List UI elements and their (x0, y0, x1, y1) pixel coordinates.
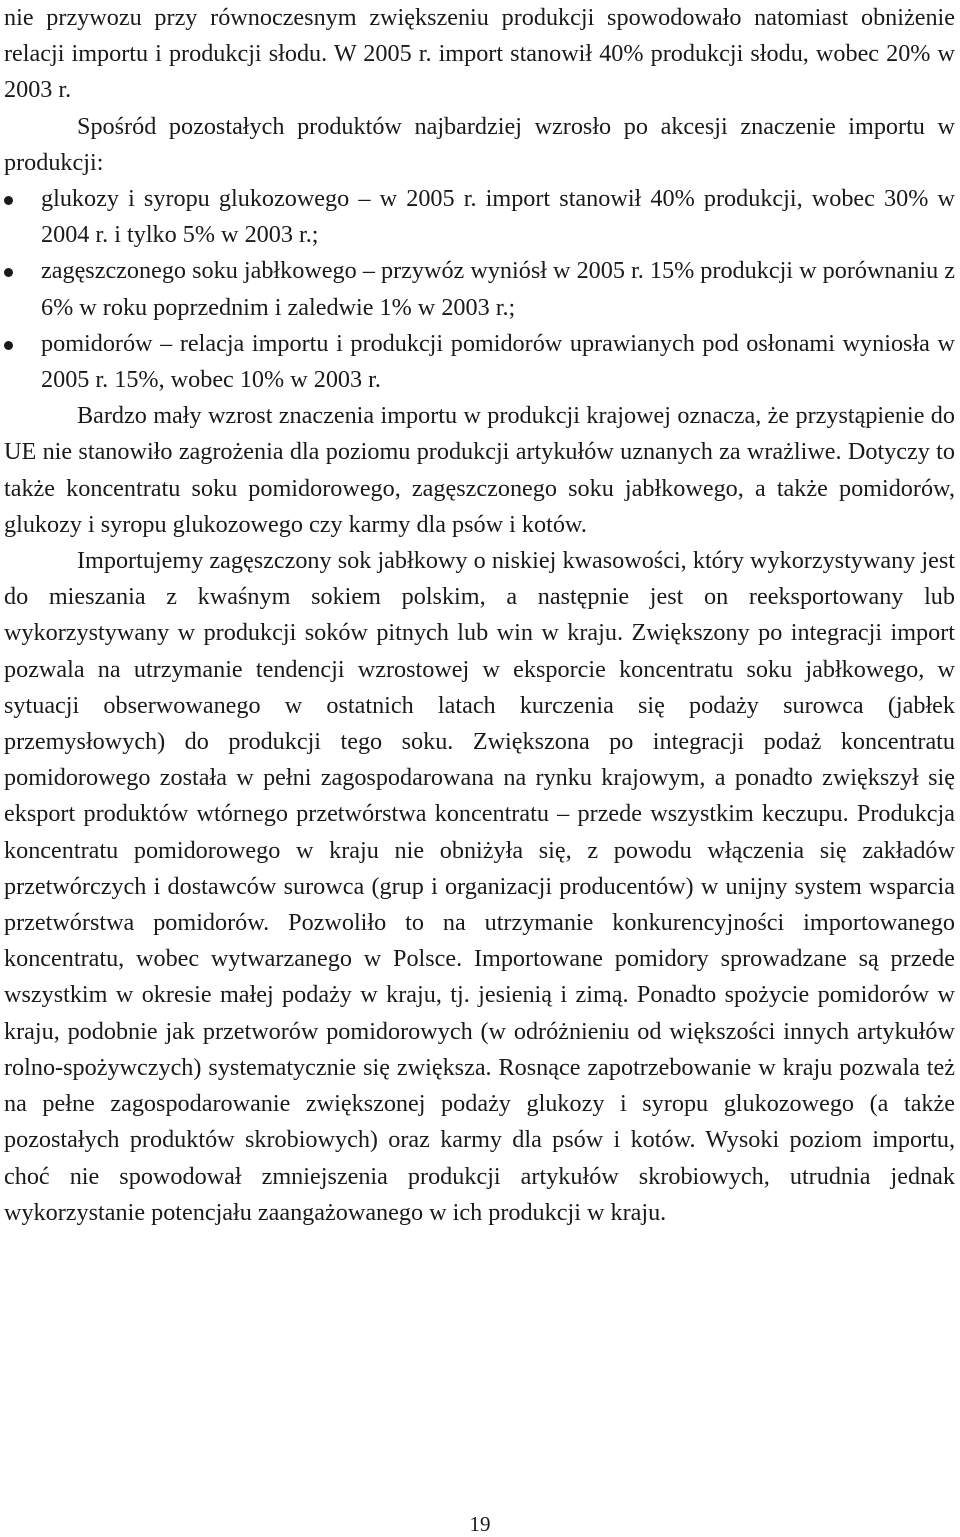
bullet-item-pomidory (4, 326, 955, 398)
page-number: 19 (469, 1512, 491, 1536)
paragraph-3: Bardzo mały wzrost znaczenia importu w produkcji krajowej oznacza, że przystąpienie do UE nie stanowiło zagrożenia dla poziomu produkcji artykułów uznanych za wrażliwe. Dotyczy to także koncentratu soku pomidorowego, zagęszczonego soku jabłkowego, a także pomidorów, glukozy i syropu glukozowego czy karmy dla psów i kotów. (4, 402, 955, 538)
paragraph-4: Importujemy zagęszczony sok jabłkowy o niskiej kwasowości, który wykorzystywany jest do mieszania z kwaśnym sokiem polskim, a następnie jest on reeksportowany lub wykorzystywany w produkcji soków pitnych lub win w kraju. Zwiększony po integracji import pozwala na utrzymanie tendencji wzrostowej w eksporcie koncentratu soku jabłkowego, w sytuacji obserwowanego w ostatnich latach kurczenia się podaży surowca (jabłek przemysłowych) do produkcji tego soku. Zwiększona po integracji podaż koncentratu pomidorowego została w pełni zagospodarowana na rynku krajowym, a ponadto zwiększył się eksport produktów wtórnego przetwórstwa koncentratu – przede wszystkim keczupu. Produkcja koncentratu pomidorowego w kraju nie obniżyła się, z powodu włączenia się zakładów przetwórczych i dostawców surowca (grup i organizacji producentów) w unijny system wsparcia przetwórstwa pomidorów. Pozwoliło to na utrzymanie konkurencyjności importowanego koncentratu, wobec wytwarzanego w Polsce. Importowane pomidory sprowadzane są przede wszystkim w okresie małej podaży w kraju, tj. jesienią i zimą. Ponadto spożycie pomidorów w kraju, podobnie jak przetworów pomidorowych (w odróżnieniu od większości innych artykułów rolno-spożywczych) systematycznie się zwiększa. Rosnące zapotrzebowanie w kraju pozwala też na pełne zagospodarowanie zwiększonej podaży glukozy i syropu glukozowego (a także pozostałych produktów skrobiowych) oraz karmy dla psów i kotów. Wysoki poziom importu, choć nie spowodował zmniejszenia produkcji artykułów skrobiowych, utrudnia jednak wykorzystanie potencjału zaangażowanego w ich produkcji w kraju. (4, 547, 955, 1226)
bullet-icon (4, 196, 13, 205)
bullet-text: zagęszczonego soku jabłkowego – przywóz wyniósł w 2005 r. 15% produkcji w porównaniu z 6% w roku poprzednim i zaledwie 1% w 2003 r.; (41, 257, 955, 321)
bullet-item-sok-jablkowy (4, 253, 955, 325)
bullet-item-glukoza (4, 181, 955, 253)
bullet-icon (4, 341, 13, 350)
bullet-text: pomidorów – relacja importu i produkcji pomidorów uprawianych pod osłonami wyniosła w 2005 r. 15%, wobec 10% w 2003 r. (41, 329, 955, 394)
paragraph-2: Spośród pozostałych produktów najbardziej wzrosło po akcesji znaczenie importu w produkcji: (4, 112, 955, 176)
bullet-text: glukozy i syropu glukozowego – w 2005 r. import stanowił 40% produkcji, wobec 30% w 2004 r. i tylko 5% w 2003 r.; (41, 185, 955, 249)
paragraph-1: nie przywozu przy równoczesnym zwiększeniu produkcji spowodowało natomiast obniżenie relacji importu i produkcji słodu. W 2005 r. import stanowił 40% produkcji słodu, wobec 20% w 2003 r. (4, 4, 955, 104)
bullet-list (4, 181, 955, 398)
document-body (4, 0, 955, 1231)
bullet-icon (4, 268, 13, 277)
